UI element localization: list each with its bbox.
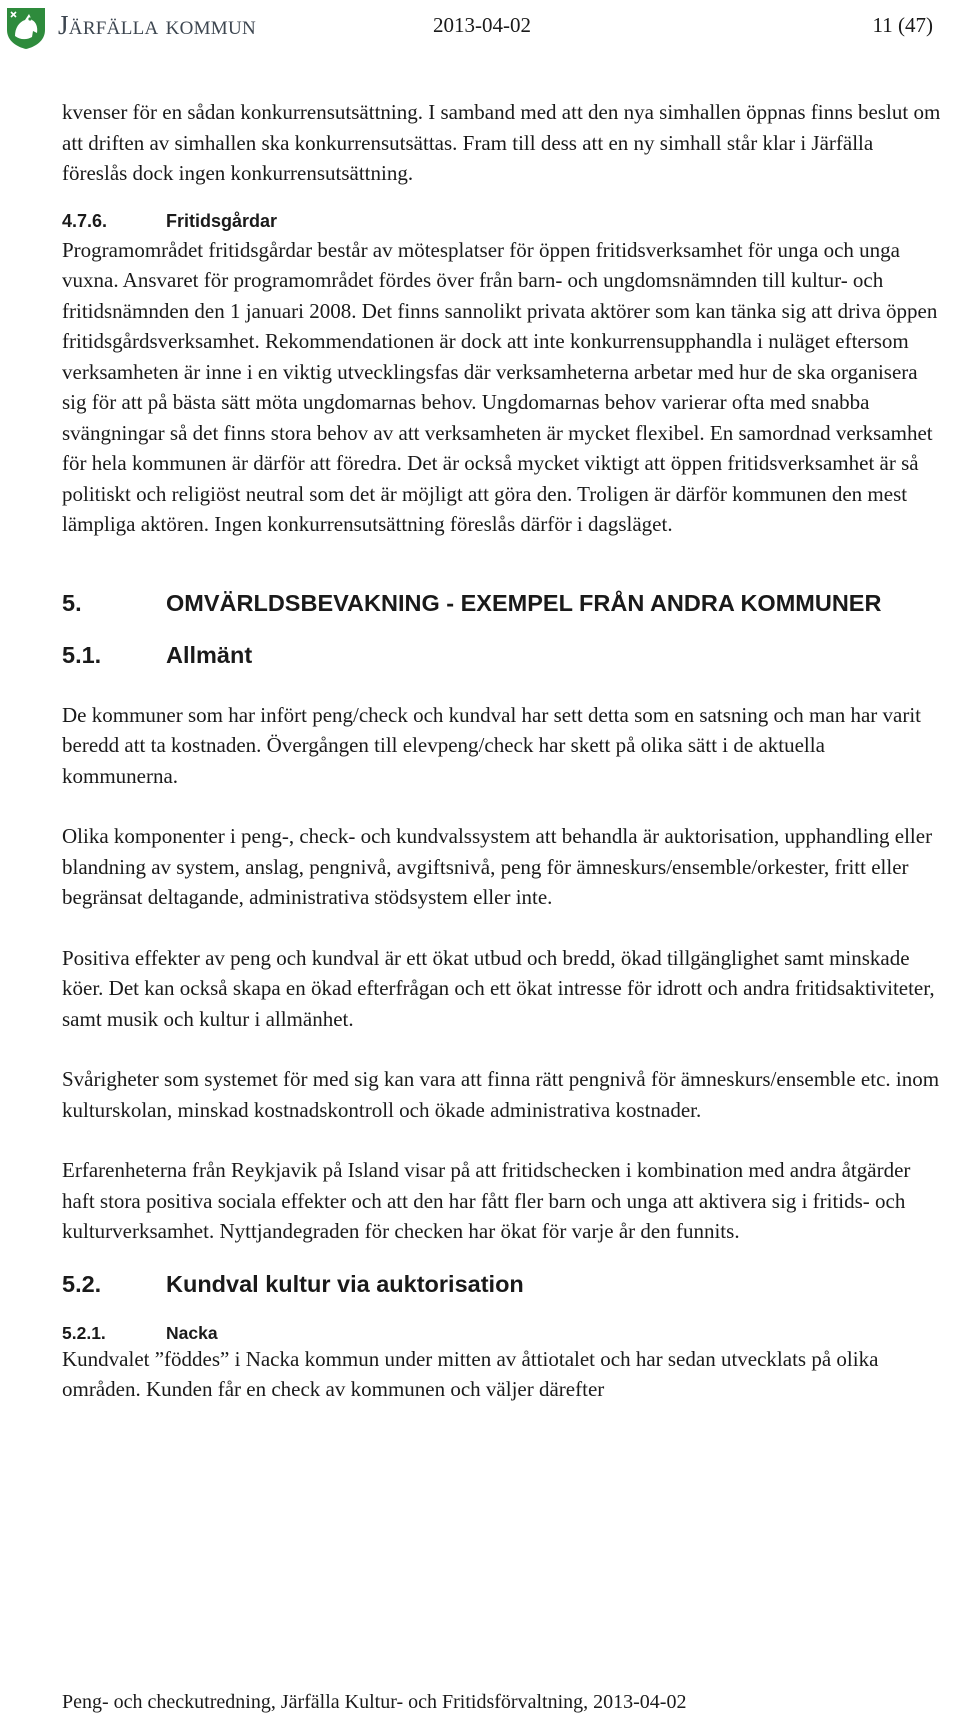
organization-name: Järfälla kommun: [58, 10, 257, 40]
heading-5: [62, 588, 942, 619]
page-number: 11 (47): [872, 13, 933, 37]
heading-5-2: [62, 1269, 942, 1300]
section-number: 4.7.6.: [62, 210, 108, 231]
section-number: 5.2.: [62, 1270, 102, 1297]
paragraph-allmant-2: Olika komponenter i peng-, check- och kundvalssystem att behandla är auktorisation, upphandling eller blandning av system, anslag, pengnivå, avgiftsnivå, peng för ämneskurs/ensemble/orkester, fritt eller begränsat deltagande, administrativa stödsystem eller inte.: [62, 824, 933, 909]
section-number: 5.1.: [62, 641, 102, 668]
paragraph-allmant-3: Positiva effekter av peng och kundval är ett ökat utbud och bredd, ökad tillgänglighet samt minskade köer. Det kan också skapa en ökad efterfrågan och ett ökat intresse för idrott och andra fritidsaktiviteter, samt musik och kultur i allmänhet.: [62, 945, 935, 1031]
page-footer: Peng- och checkutredning, Järfälla Kultur- och Fritidsförvaltning, 2013-04-02: [62, 1691, 687, 1713]
section-title: Allmänt: [166, 641, 253, 668]
heading-4-7-6: [62, 209, 942, 233]
municipal-coat-of-arms-icon: [5, 6, 47, 50]
header-date: 2013-04-02: [433, 13, 531, 37]
heading-5-2-1: [62, 1322, 942, 1344]
paragraph-allmant-5: Erfarenheterna från Reykjavik på Island visar på att fritidschecken i kombination med andra åtgärder haft stora positiva sociala effekter och att den har fått fler barn och unga att aktivera sig i fritids- och kulturverksamhet. Nyttjandegraden för checken har ökat för varje år den funnits.: [62, 1158, 911, 1243]
section-number: 5.: [62, 589, 82, 616]
section-title: Kundval kultur via auktorisation: [166, 1270, 524, 1297]
document-body: [62, 97, 942, 1405]
section-number: 5.2.1.: [62, 1322, 106, 1343]
section-title: Nacka: [166, 1322, 218, 1343]
paragraph-intro: kvenser för en sådan konkurrensutsättning. I samband med att den nya simhallen öppnas finns beslut om att driften av simhallen ska konkurrensutsättas. Fram till dess att en ny simhall står klar i Järfälla föreslås dock ingen konkurrensutsättning.: [62, 100, 941, 185]
section-title: Fritidsgårdar: [166, 210, 278, 231]
paragraph-allmant-4: Svårigheter som systemet för med sig kan vara att finna rätt pengnivå för ämneskurs/ensemble etc. inom kulturskolan, minskad kostnadskontroll och ökade administrativa kostnader.: [62, 1067, 940, 1122]
paragraph-nacka: Kundvalet ”föddes” i Nacka kommun under mitten av åttiotalet och har sedan utvecklats på olika områden. Kunden får en check av kommunen och väljer därefter: [62, 1346, 879, 1401]
paragraph-fritidsgardar: Programområdet fritidsgårdar består av mötesplatser för öppen fritidsverksamhet för unga och unga vuxna. Ansvaret för programområdet fördes över från barn- och ungdomsnämnden till kultur- och fritidsnämnden den 1 januari 2008. Det finns sannolikt privata aktörer som kan tänka sig att driva öppen fritidsgårdsverksamhet. Rekommendationen är dock att inte konkurrensupphandla i nuläget eftersom verksamheten är inne i en viktig utvecklingsfas där verksamheterna arbetar med hur de ska organisera sig för att på bästa sätt möta ungdomarnas behov. Ungdomarnas behov varierar ofta med snabba svängningar så det finns stora behov av att verksamheten är mycket flexibel. En samordnad verksamhet för hela kommunen är därför att föredra. Det är också mycket viktigt att öppen fritidsverksamhet är så politiskt och religiöst neutral som det är möjligt att göra den. Troligen är därför kommunen den mest lämpliga aktören. Ingen konkurrensutsättning föreslås därför i dagsläget.: [62, 237, 938, 536]
section-title: OMVÄRLDSBEVAKNING - EXEMPEL FRÅN ANDRA KOMMUNER: [166, 589, 882, 616]
heading-5-1: [62, 640, 942, 671]
page-header: [0, 0, 960, 60]
paragraph-allmant-1: De kommuner som har infört peng/check och kundval har sett detta som en satsning och man har varit beredd att ta kostnaden. Övergången till elevpeng/check har skett på olika sätt i de aktuella kommunerna.: [62, 702, 922, 788]
